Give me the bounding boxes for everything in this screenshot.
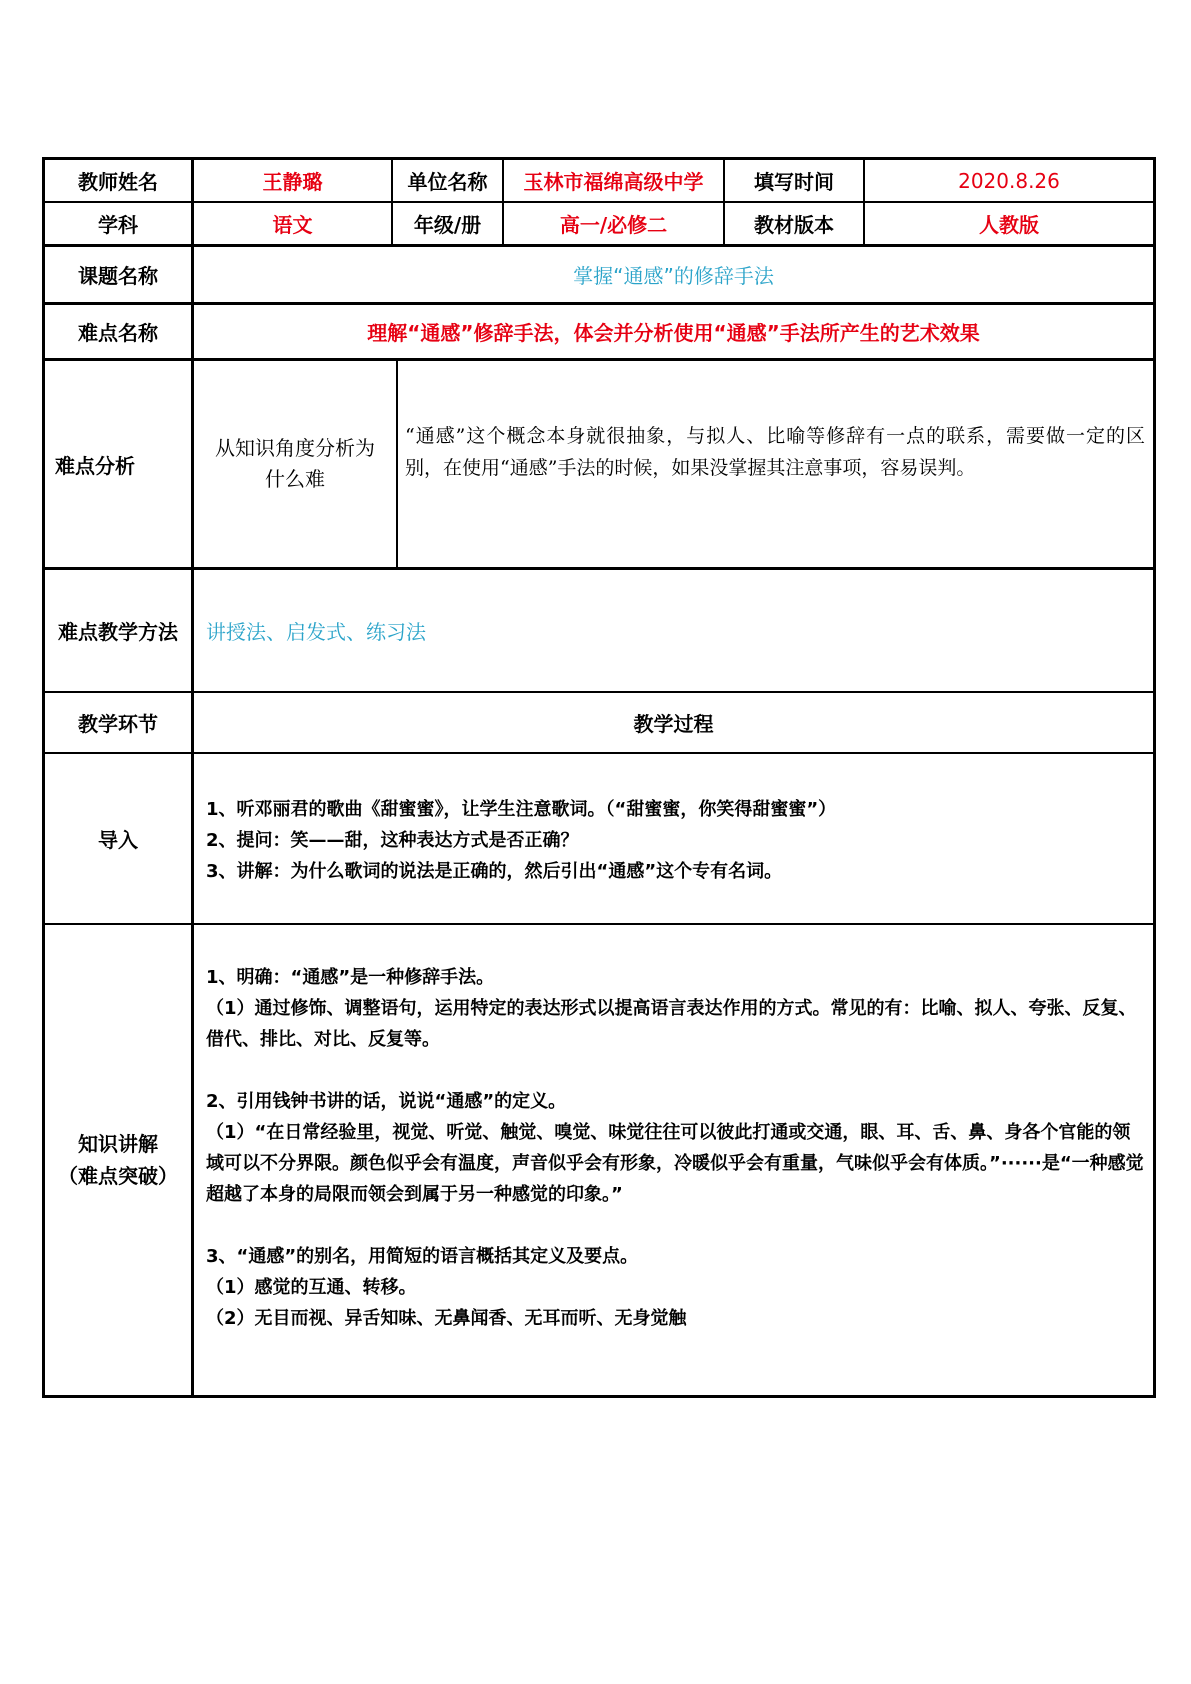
process-header: 教学过程 bbox=[633, 712, 714, 736]
intro-line-1: 1、听邓丽君的歌曲《甜蜜蜜》，让学生注意歌词。（“甜蜜蜜，你笑得甜蜜蜜”） bbox=[206, 799, 837, 820]
unit-name-label: 单位名称 bbox=[407, 170, 488, 194]
knowledge-p2-title: 2、引用钱钟书讲的话，说说“通感”的定义。 bbox=[206, 1091, 567, 1112]
knowledge-label bbox=[45, 925, 191, 1395]
grade-label: 年级/册 bbox=[413, 213, 482, 237]
teacher-name-value: 王静璐 bbox=[262, 170, 323, 194]
analysis-label: 难点分析 bbox=[55, 453, 135, 478]
topic-value: 掌握“通感”的修辞手法 bbox=[573, 264, 774, 288]
knowledge-p3-title: 3、“通感”的别名，用简短的语言概括其定义及要点。 bbox=[206, 1246, 639, 1267]
grade-value: 高一/必修二 bbox=[559, 213, 668, 237]
fill-date-label: 填写时间 bbox=[754, 170, 834, 194]
analysis-text: “通感”这个概念本身就很抽象，与拟人、比喻等修辞有一点的联系，需要做一定的区别，在使用“通感”手法的时候，如果没掌握其注意事项，容易误判。 bbox=[405, 425, 1145, 479]
difficulty-label: 难点名称 bbox=[78, 321, 158, 345]
topic-label: 课题名称 bbox=[78, 264, 158, 288]
knowledge-p3-line2: （2）无目而视、异舌知味、无鼻闻香、无耳而听、无身觉触 bbox=[206, 1308, 687, 1329]
method-label: 难点教学方法 bbox=[58, 620, 178, 644]
intro-line-2: 2、提问：笑——甜，这种表达方式是否正确？ bbox=[206, 830, 579, 851]
unit-name-value: 玉林市福绵高级中学 bbox=[523, 170, 704, 194]
knowledge-p2-body: （1）“在日常经验里，视觉、听觉、触觉、嗅觉、味觉往往可以彼此打通或交通，眼、耳、舌、鼻、身各个官能的领域可以不分界限。颜色似乎会有温度，声音似乎会有形象，冷暖似乎会有重量，气味似乎会有体质。”······是“一种感觉超越了本身的局限而领会到属于另一种感觉的印象。” bbox=[206, 1122, 1144, 1205]
method-value: 讲授法、启发式、练习法 bbox=[206, 620, 426, 644]
knowledge-p3-line1: （1）感觉的互通、转移。 bbox=[206, 1277, 417, 1298]
subject-value: 语文 bbox=[272, 213, 313, 237]
knowledge-p1-body: （1）通过修饰、调整语句，运用特定的表达形式以提高语言表达作用的方式。常见的有：比喻、拟人、夸张、反复、借代、排比、对比、反复等。 bbox=[206, 998, 1137, 1050]
intro-label: 导入 bbox=[98, 828, 138, 852]
knowledge-p1-title: 1、明确：“通感”是一种修辞手法。 bbox=[206, 967, 495, 988]
edition-label: 教材版本 bbox=[754, 213, 834, 237]
analysis-angle: 从知识角度分析为什么难 bbox=[215, 436, 375, 491]
edition-value: 人教版 bbox=[979, 213, 1039, 237]
knowledge-label-line1: 知识讲解 bbox=[78, 1132, 158, 1156]
intro-line-3: 3、讲解：为什么歌词的说法是正确的，然后引出“通感”这个专有名词。 bbox=[206, 861, 783, 882]
teacher-name-label: 教师姓名 bbox=[78, 170, 158, 194]
intro-content bbox=[206, 794, 1146, 887]
stage-header: 教学环节 bbox=[78, 712, 158, 736]
difficulty-value: 理解“通感”修辞手法，体会并分析使用“通感”手法所产生的艺术效果 bbox=[367, 321, 980, 345]
subject-label: 学科 bbox=[98, 213, 138, 237]
knowledge-content bbox=[206, 962, 1146, 1334]
fill-date-value: 2020.8.26 bbox=[958, 168, 1060, 193]
knowledge-label-line2: （难点突破） bbox=[58, 1164, 178, 1188]
